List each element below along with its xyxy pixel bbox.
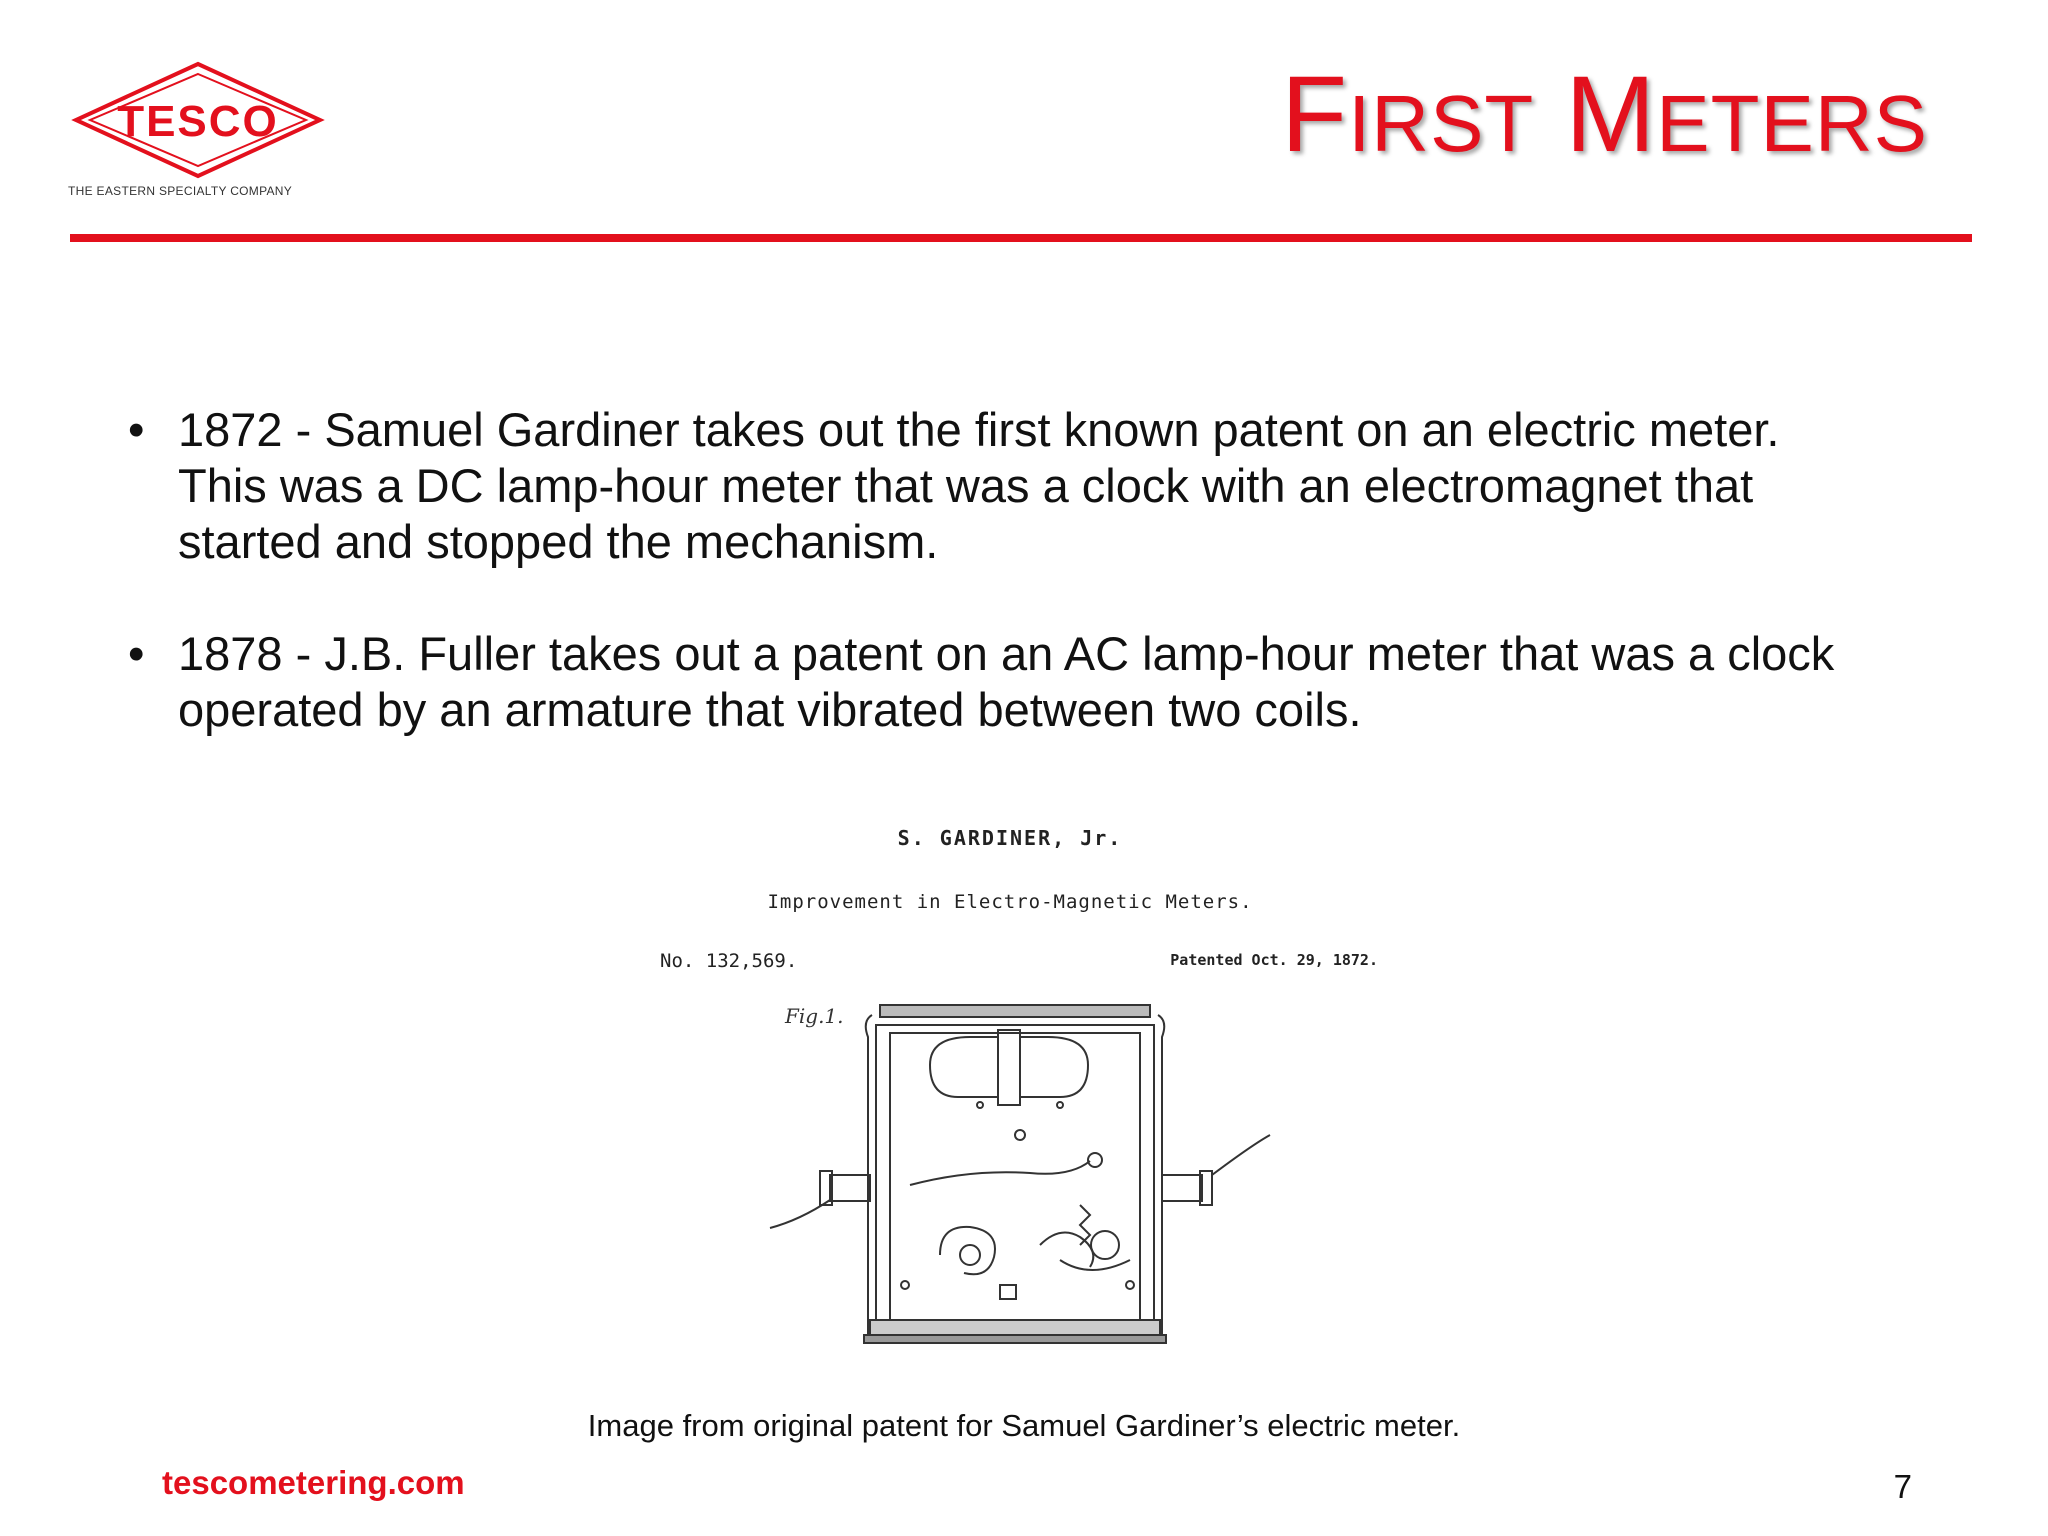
tesco-logo-graphic	[68, 58, 328, 188]
title-word2-cap: M	[1565, 53, 1657, 174]
company-tagline: THE EASTERN SPECIALTY COMPANY	[68, 184, 293, 198]
patent-inventor: S. GARDINER, Jr.	[897, 826, 1123, 850]
patent-drawing-graphic	[640, 815, 1400, 1360]
patent-date: Patented Oct. 29, 1872.	[1170, 951, 1378, 969]
bullet-list	[120, 402, 1860, 794]
title-word2-rest: ETERS	[1656, 79, 1928, 168]
title-word1-cap: F	[1281, 53, 1349, 174]
bullet-item	[120, 626, 1860, 738]
image-caption: Image from original patent for Samuel Gardiner’s electric meter.	[587, 1408, 1461, 1443]
logo-text: TESCO	[117, 97, 279, 146]
page-number: 7	[1893, 1468, 1912, 1505]
bullet-text: 1872 - Samuel Gardiner takes out the first known patent on an electric meter. This was a DC lamp-hour meter that was a clock with an electromagnet that started and stopped the mechanism.	[178, 403, 1780, 568]
patent-number: No. 132,569.	[660, 950, 798, 972]
bullet-item	[120, 402, 1860, 570]
clock-case	[770, 1005, 1270, 1343]
bullet-marker: •	[128, 627, 145, 680]
bullet-text: 1878 - J.B. Fuller takes out a patent on an AC lamp-hour meter that was a clock operated by an armature that vibrated between two coils.	[178, 627, 1835, 736]
patent-fig-label: Fig.1.	[785, 1004, 844, 1028]
patent-drawing	[640, 815, 1400, 1360]
page-title	[1281, 53, 1928, 174]
header-divider	[70, 234, 1972, 242]
bullet-marker: •	[128, 403, 145, 456]
patent-subject: Improvement in Electro-Magnetic Meters.	[767, 891, 1253, 913]
footer-website: tescometering.com	[162, 1464, 465, 1501]
title-word1-rest: IRST	[1348, 79, 1535, 168]
